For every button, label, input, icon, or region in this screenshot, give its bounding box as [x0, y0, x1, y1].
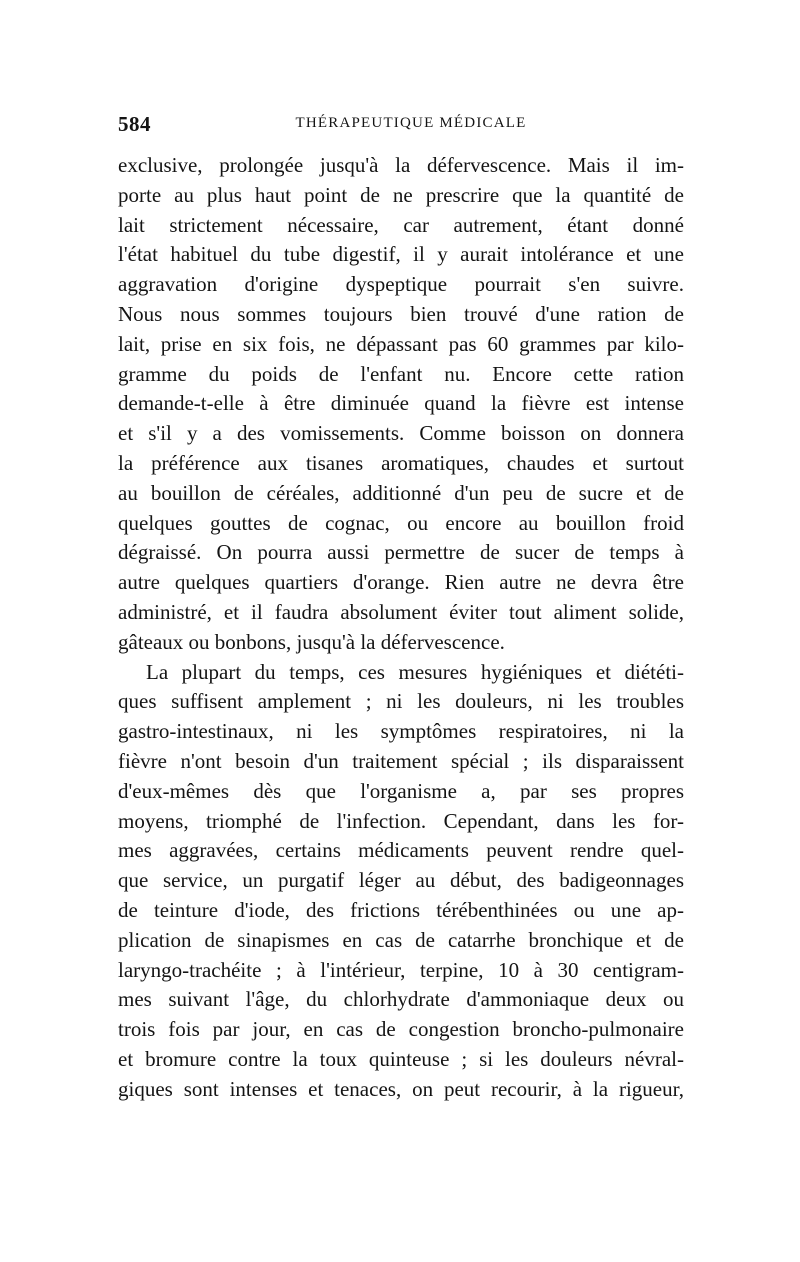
text-line: d'eux-mêmes dès que l'organisme a, par ses propres	[118, 778, 684, 803]
text-line: exclusive, prolongée jusqu'à la défervescence. Mais il im-	[118, 153, 684, 177]
text-line: au bouillon de céréales, additionné d'un peu de sucre et de	[118, 480, 684, 505]
text-line: la préférence aux tisanes aromatiques, chaudes et surtout	[118, 450, 684, 475]
text-line: et bromure contre la toux quinteuse ; si les douleurs névral-	[118, 1046, 684, 1071]
paragraph-end-line: gâteaux ou bonbons, jusqu'à la défervescence.	[118, 629, 505, 654]
text-line: moyens, triomphé de l'infection. Cependant, dans les for-	[118, 808, 684, 833]
text-line: ques suffisent amplement ; ni les douleurs, ni les troubles	[118, 689, 684, 714]
text-line: l'état habituel du tube digestif, il y aurait intolérance et une	[118, 242, 684, 267]
text-line: gramme du poids de l'enfant nu. Encore cette ration	[118, 361, 684, 386]
body-text	[118, 151, 684, 1105]
running-title: THÉRAPEUTIQUE MÉDICALE	[295, 115, 527, 131]
text-line: que service, un purgatif léger au début, des badigeonnages	[118, 868, 684, 893]
text-line: aggravation d'origine dyspeptique pourrait s'en suivre.	[118, 272, 684, 297]
running-head	[118, 112, 684, 142]
text-line: Nous nous sommes toujours bien trouvé d'une ration de	[118, 301, 684, 326]
text-line: fièvre n'ont besoin d'un traitement spécial ; ils disparaissent	[118, 748, 684, 773]
text-line: autre quelques quartiers d'orange. Rien autre ne devra être	[118, 570, 684, 595]
text-line: quelques gouttes de cognac, ou encore au bouillon froid	[118, 510, 684, 535]
text-line: et s'il y a des vomissements. Comme boisson on donnera	[118, 421, 684, 446]
text-line: dégraissé. On pourra aussi permettre de sucer de temps à	[118, 540, 684, 565]
text-line: laryngo-trachéite ; à l'intérieur, terpine, 10 à 30 centigram-	[118, 957, 684, 982]
paragraph-first-line: La plupart du temps, ces mesures hygiéniques et diététi-	[146, 659, 684, 684]
text-line: administré, et il faudra absolument éviter tout aliment solide,	[118, 599, 684, 624]
text-line: trois fois par jour, en cas de congestion broncho-pulmonaire	[118, 1017, 684, 1042]
text-line: demande-t-elle à être diminuée quand la fièvre est intense	[118, 391, 684, 416]
text-line: lait strictement nécessaire, car autrement, étant donné	[118, 212, 684, 237]
page-number: 584	[118, 112, 151, 136]
text-line: giques sont intenses et tenaces, on peut recourir, à la rigueur,	[118, 1076, 684, 1101]
text-line: de teinture d'iode, des frictions térébenthinées ou une ap-	[118, 897, 684, 922]
text-line: gastro-intestinaux, ni les symptômes respiratoires, ni la	[118, 719, 684, 744]
text-line: mes aggravées, certains médicaments peuvent rendre quel-	[118, 838, 684, 863]
text-line: mes suivant l'âge, du chlorhydrate d'ammoniaque deux ou	[118, 987, 684, 1012]
text-line: lait, prise en six fois, ne dépassant pas 60 grammes par kilo-	[118, 331, 684, 356]
text-line: porte au plus haut point de ne prescrire que la quantité de	[118, 182, 684, 207]
text-line: plication de sinapismes en cas de catarrhe bronchique et de	[118, 927, 684, 952]
